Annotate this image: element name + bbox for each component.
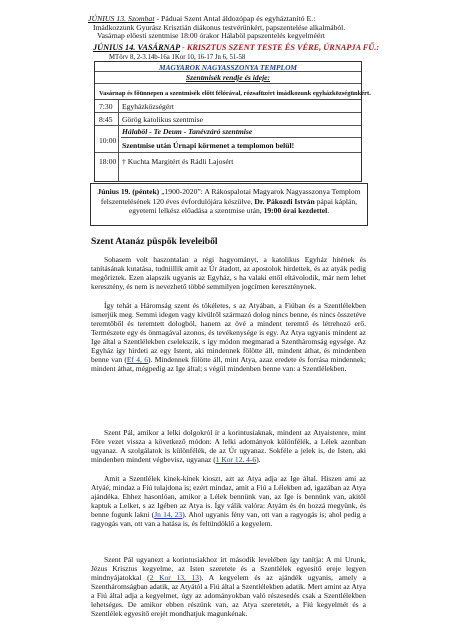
paragraph-text: Szent Pál ugyanezt a korintusiakhoz írt második levelében így tanítja: A mi Urunk, Jézus Krisztus kegyelme, az Isten szeretete és a Szentlélek egyesítő ereje legyen mindnyájatokkal ( [91,555,366,583]
paragraph [91,555,366,618]
notice-speaker: Dr. Pákozdi István [254,196,315,206]
scripture-link[interactable]: Ef 4, 6 [126,355,148,365]
paragraph-text: ). [256,455,261,465]
schedule-note: Vasárnap és főünnepen a szentmisék előtt félórával, rózsafüzért imádkozunk egyházközségünkért. [99,90,371,97]
sunday-heading [93,43,379,52]
row-text: Görög katolikus szentmise [122,115,203,124]
paragraph-text: Szent Pál, amikor a lelki dolgokról ír a korintusiaknak, mindent az Atyaistenre, mint Főre vezet vissza a következő módon: A lelki adományok különfélék, a Lélek azonban ugyanaz. A szolgálatok is különfélék, de az Úr ugyanaz. Sokféle a jelek is, de Isten, aki mindenben mindent végbevisz, ugyanaz ( [91,428,366,465]
saturday-date: JÚNIUS 13. Szombat [88,14,155,23]
church-name: MAGYAROK NAGYASSZONYA TEMPLOM [159,63,297,72]
paragraph-text: Amit a Szentlélek kinek-kinek kioszt, azt az Atya adja az Ige által. Hiszen ami az Atyáé, mindaz a Fiú tulajdona is; ezért mindaz, amit a Fiú a Lélekben ad, igazában az Atya ajándéka. Ehhez hasonlóan, amikor a Lélek bennünk van, az Ige is bennünk van, akitől kaptuk a Lelket, s az Igében az Atya is. Így válik valóra: Atyám és én hozzá megyünk, és benne fogunk lakni ( [91,474,366,520]
lecture-notice [90,183,368,226]
saturday-title: - Páduai Szent Antal áldozópap és egyháztanító E.: [154,14,316,23]
notice-time: 19:00 órai kezdettel [263,206,328,216]
paragraph-text: ). Mindennek fölötte áll, mint Atya, azaz eredete és forrása mindennek; mindent áthat, mégpedig az Ige által; s végül mindenben benne van: a Szentlélekben. [91,355,366,374]
notice-text-2: pápai káplán, egyetemi lelkész előadása a szentmise után, [128,196,358,216]
sunday-readings: MTörv 8, 2-3.14b-16a 1Kor 10, 16-17 Jn 6, 51-58 [109,53,246,61]
paragraph [91,474,366,528]
sunday-date: JÚNIUS 14. VASÁRNAP [93,43,180,52]
scripture-link[interactable]: 1 Kor 12, 4-6 [215,455,257,465]
schedule-table [94,61,371,182]
row-text: Egyházközségért [122,102,174,111]
notice-text-1: „1900-2020”: A Rákospalotai Magyarok Nagyasszonya Templom felszentelésének 120 éves évfordulójára készülve, [100,187,361,206]
paragraph-text: Így tehát a Háromság szent és tökéletes, s az Atyában, a Fiúban és a Szentlélekben ismerjük meg. Semmi idegen vagy kívülről származó dolog nincs benne, és nincs összetéve teremtőből és teremtett dologból, hanem az övé a mindent teremtő és létrehozó erő. Természete egy és önmagával azonos, és tevékenysége is egy. Az Atya ugyanis mindent az Ige által a Szentlélekben cselekszik, s így módon megmarad a Szentháromság egysége. Az Egyház így hirdeti az egy Istent, aki mindennek fölötte áll, mindent áthat, és mindenben benne van ( [91,301,366,365]
scripture-link[interactable]: Jn 14, 23 [154,510,183,520]
row-time: 7:30 [99,102,113,111]
saturday-mass: Vasárnap előesti szentmise 18:00 órakor Hálaböl papszentelés kegyelméért [97,31,325,40]
row-text: † Kuchta Margitért és Rádli Lajosért [122,157,234,166]
row-time: 8:45 [99,115,113,124]
paragraph: Sohasem volt haszontalan a régi hagyományt, a katolikus Egyház hitének és tanításának kutatása, tudniillik amit az Úr átadott, az apostolok hirdettek, és az atyák pedig megőriztek. Ezen alapszik ugyanis az Egyház, s ha valaki ettől eltávolodik, már nem lehet keresztény, és nem is nevezhető többé semmilyen jogcímen kereszténynek. [91,255,366,292]
sunday-feast: - KRISZTUS SZENT TESTE ÉS VÉRE, ÚRNAPJA FŰ.: [179,43,380,52]
row-time: 18:00 [99,157,117,166]
paragraph-text: ). A kegyelem és az ajándék ugyanis, amely a Szentháromságban adatik, az Atyától a Fiú által a Szentlélekben adatik. Mert amint az Atya a Fiú által adja a kegyelmet, úgy az adományokban való részesedés csak a Szentlélekben lehetséges. De amikor ebben részünk van, az Atya szeretetét, a Fiú kegyelmét és a Szentlélek egyesítő erejét mondhatjuk magunkénak. [91,573,366,619]
paragraph [91,301,366,373]
schedule-subtitle: Szentmisék rendje és ideje: [185,73,271,82]
notice-text-3: . [327,206,330,216]
scripture-link[interactable]: 2 Kor 13, 13 [149,573,200,583]
notice-date: Június 19. (péntek) [97,187,160,196]
paragraph [91,428,366,464]
row-time: 10:00 [99,136,117,145]
article-title: Szent Atanáz püspök leveleiből [91,236,218,247]
saturday-intention: Imádkozzunk Gyurász Krisztián diákonus testvérünkért, papszentelése alkalmából. [93,22,346,32]
row-text: Hálaböl - Te Deum - Tanévzáró szentmise [122,127,253,136]
paragraph-text: ). Ahol ugyanis fény van, ott van a ragyogás is; ahol pedig a ragyogás van, ott van a hatása is, és feltündöklő a kegyelem. [91,510,366,529]
row-text: Szentmise után Úrnapi körmenet a templomon belül! [122,141,295,150]
